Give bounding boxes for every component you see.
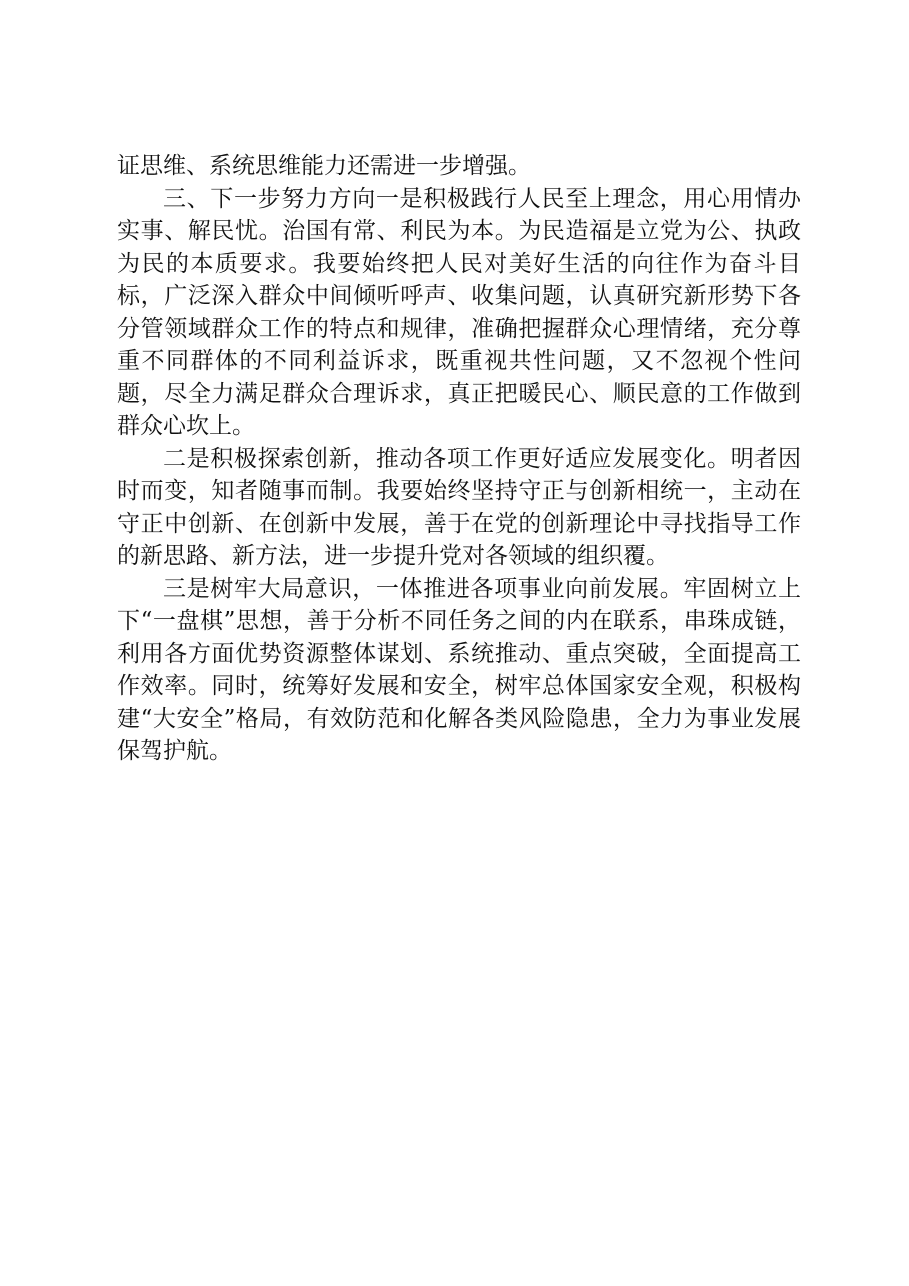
paragraph-continuation: 证思维、系统思维能力还需进一步增强。: [117, 153, 531, 179]
paragraph-next-steps-two: 二是积极探索创新，推动各项工作更好适应发展变化。明者因时而变，知者随事而制。我要始终坚持守正与创新相统一，主动在守正中创新、在创新中发展，善于在党的创新理论中寻找指导工作的新思路、新方法，进一步提升党对各领域的组织覆。: [117, 445, 801, 569]
paragraph-next-steps-three: 三是树牢大局意识，一体推进各项事业向前发展。牢固树立上下“一盘棋”思想，善于分析不同任务之间的内在联系，串珠成链，利用各方面优势资源整体谋划、系统推动、重点突破，全面提高工作效率。同时，统筹好发展和安全，树牢总体国家安全观，积极构建“大安全”格局，有效防范和化解各类风险隐患，全力为事业发展保驾护航。: [117, 575, 801, 764]
document-body: [117, 150, 801, 768]
paragraph-next-steps-one: 三、下一步努力方向一是积极践行人民至上理念，用心用情办实事、解民忧。治国有常、利民为本。为民造福是立党为公、执政为民的本质要求。我要始终把人民对美好生活的向往作为奋斗目标，广泛深入群众中间倾听呼声、收集问题，认真研究新形势下各分管领域群众工作的特点和规律，准确把握群众心理情绪，充分尊重不同群体的不同利益诉求，既重视共性问题，又不忽视个性问题，尽全力满足群众合理诉求，真正把暖民心、顺民意的工作做到群众心坎上。: [117, 185, 801, 439]
